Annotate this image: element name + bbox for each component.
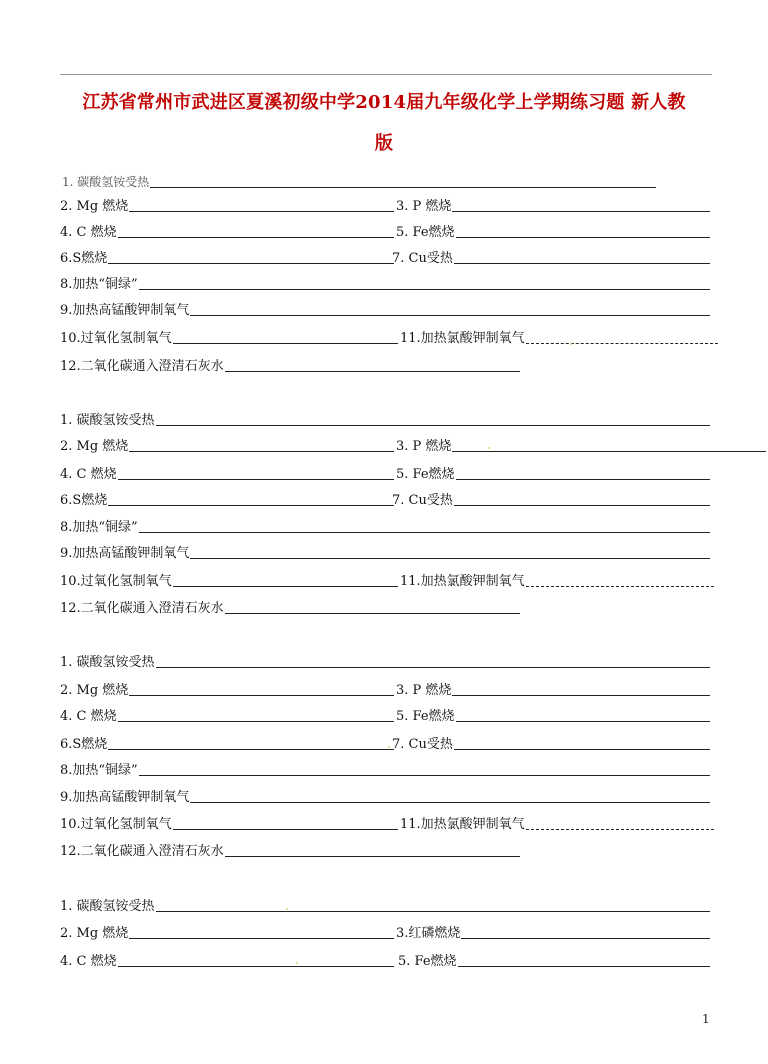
- exercise-row: [0, 172, 768, 192]
- header-rule: [60, 74, 712, 75]
- exercise-row: [0, 787, 768, 807]
- answer-blank[interactable]: [173, 816, 398, 830]
- question-label: 8.加热“铜绿”: [60, 277, 138, 292]
- question-label: 9.加热高锰酸钾制氧气: [60, 303, 190, 318]
- question-label: 6.S燃烧: [60, 737, 108, 752]
- answer-item: [400, 328, 718, 346]
- answer-blank[interactable]: [156, 898, 710, 912]
- answer-blank[interactable]: [452, 438, 766, 452]
- answer-blank[interactable]: [139, 276, 710, 290]
- exercise-row: [0, 356, 768, 376]
- answer-item: [396, 680, 710, 698]
- answer-item: [60, 222, 394, 240]
- question-label: 9.加热高锰酸钾制氧气: [60, 790, 190, 805]
- answer-blank[interactable]: [129, 925, 394, 939]
- exercise-row: [0, 896, 768, 916]
- exercise-row: [0, 706, 768, 726]
- answer-item: [60, 543, 710, 561]
- question-label: 5. Fe燃烧: [398, 954, 457, 969]
- question-label: 8.加热“铜绿”: [60, 763, 138, 778]
- answer-blank[interactable]: [173, 330, 398, 344]
- answer-item: [60, 787, 710, 805]
- answer-blank[interactable]: [129, 438, 394, 452]
- question-label: 12.二氧化碳通入澄清石灰水: [60, 601, 224, 616]
- exercise-row: [0, 734, 768, 754]
- answer-item: [60, 196, 394, 214]
- answer-blank[interactable]: [118, 708, 394, 722]
- scan-speck: [296, 962, 298, 964]
- answer-item: [60, 841, 520, 859]
- answer-item: [60, 356, 520, 374]
- exercise-row: [0, 222, 768, 242]
- scan-speck: [388, 746, 390, 748]
- document-title: 江苏省常州市武进区夏溪初级中学2014届九年级化学上学期练习题 新人教: [82, 92, 686, 113]
- answer-item: [396, 464, 710, 482]
- answer-blank[interactable]: [461, 925, 710, 939]
- question-label: 5. Fe燃烧: [396, 709, 455, 724]
- exercise-row: [0, 951, 768, 971]
- answer-item: [60, 464, 394, 482]
- document-title-continued: 版: [374, 133, 394, 154]
- answer-item: [60, 328, 398, 346]
- question-label: 3.红磷燃烧: [396, 926, 461, 941]
- answer-item: [60, 951, 394, 969]
- answer-item: [60, 300, 710, 318]
- answer-item: [60, 410, 710, 428]
- question-label: 3. P 燃烧: [396, 683, 452, 698]
- answer-blank[interactable]: [225, 600, 520, 614]
- question-label: 6.S燃烧: [60, 251, 108, 266]
- answer-item: [392, 490, 710, 508]
- exercise-row: [0, 923, 768, 943]
- question-label: 4. C 燃烧: [60, 709, 117, 724]
- answer-blank[interactable]: [108, 250, 394, 264]
- answer-item: [60, 652, 710, 670]
- question-label: 10.过氧化氢制氧气: [60, 574, 172, 589]
- answer-blank[interactable]: [190, 545, 710, 559]
- answer-blank[interactable]: [456, 466, 710, 480]
- answer-item: [60, 490, 394, 508]
- answer-blank[interactable]: [526, 573, 714, 587]
- answer-item: [392, 734, 710, 752]
- answer-blank[interactable]: [118, 466, 394, 480]
- exercise-row: [0, 598, 768, 618]
- answer-blank[interactable]: [108, 736, 394, 750]
- answer-blank[interactable]: [156, 412, 710, 426]
- answer-item: [392, 248, 710, 266]
- scan-speck: [488, 447, 490, 449]
- answer-item: [60, 680, 394, 698]
- answer-blank[interactable]: [139, 519, 710, 533]
- question-label: 3. P 燃烧: [396, 199, 452, 214]
- answer-blank[interactable]: [190, 789, 710, 803]
- exercise-row: [0, 814, 768, 834]
- answer-blank[interactable]: [150, 174, 656, 188]
- exercise-row: [0, 543, 768, 563]
- question-label: 12.二氧化碳通入澄清石灰水: [60, 844, 224, 859]
- question-label: 4. C 燃烧: [60, 225, 117, 240]
- answer-item: [396, 222, 710, 240]
- question-label: 9.加热高锰酸钾制氧气: [60, 546, 190, 561]
- question-label: 12.二氧化碳通入澄清石灰水: [60, 359, 224, 374]
- answer-item: [396, 196, 710, 214]
- question-label: 10.过氧化氢制氧气: [60, 331, 172, 346]
- exercise-row: [0, 517, 768, 537]
- question-label: 11.加热氯酸钾制氧气: [400, 574, 525, 589]
- question-label: 1. 碳酸氢铵受热: [60, 655, 155, 670]
- answer-item: [60, 248, 394, 266]
- question-label: 6.S燃烧: [60, 493, 108, 508]
- answer-blank[interactable]: [526, 330, 718, 344]
- answer-blank[interactable]: [452, 198, 710, 212]
- answer-item: [396, 923, 710, 941]
- question-label: 5. Fe燃烧: [396, 467, 455, 482]
- answer-blank[interactable]: [190, 302, 710, 316]
- question-label: 7. Cu受热: [392, 251, 453, 266]
- scan-speck: [570, 343, 572, 345]
- answer-blank[interactable]: [454, 250, 710, 264]
- answer-blank[interactable]: [139, 762, 710, 776]
- answer-blank[interactable]: [456, 224, 710, 238]
- exercise-row: [0, 464, 768, 484]
- question-label: 7. Cu受热: [392, 493, 453, 508]
- answer-blank[interactable]: [173, 573, 398, 587]
- answer-blank[interactable]: [108, 492, 394, 506]
- answer-blank[interactable]: [458, 953, 710, 967]
- answer-blank[interactable]: [129, 198, 394, 212]
- question-label: 11.加热氯酸钾制氧气: [400, 817, 525, 832]
- answer-blank[interactable]: [456, 708, 710, 722]
- exercise-row: [0, 490, 768, 510]
- exercise-row: [0, 248, 768, 268]
- question-label: 2. Mg 燃烧: [60, 439, 129, 454]
- answer-item: [60, 517, 710, 535]
- exercise-row: [0, 274, 768, 294]
- question-label: 1. 碳酸氢铵受热: [60, 413, 155, 428]
- answer-item: [60, 571, 398, 589]
- exercise-row: [0, 410, 768, 430]
- answer-item: [60, 896, 710, 914]
- answer-blank[interactable]: [225, 358, 520, 372]
- exercise-row: [0, 300, 768, 320]
- question-label: 3. P 燃烧: [396, 439, 452, 454]
- answer-item: [60, 923, 394, 941]
- exercise-row: [0, 680, 768, 700]
- answer-item: [400, 571, 714, 589]
- question-label: 11.加热氯酸钾制氧气: [400, 331, 525, 346]
- question-label: 10.过氧化氢制氧气: [60, 817, 172, 832]
- answer-item: [396, 706, 710, 724]
- question-label: 5. Fe燃烧: [396, 225, 455, 240]
- answer-item: [60, 274, 710, 292]
- answer-blank[interactable]: [225, 843, 520, 857]
- answer-blank[interactable]: [156, 654, 710, 668]
- question-label: 2. Mg 燃烧: [60, 199, 129, 214]
- answer-item: [60, 598, 520, 616]
- answer-blank[interactable]: [129, 682, 394, 696]
- answer-item: [62, 172, 656, 190]
- answer-blank[interactable]: [118, 953, 394, 967]
- answer-blank[interactable]: [454, 492, 710, 506]
- exercise-row: [0, 436, 768, 456]
- question-label: 2. Mg 燃烧: [60, 926, 129, 941]
- scan-speck: [286, 908, 288, 910]
- answer-item: [400, 814, 714, 832]
- question-label: 8.加热“铜绿”: [60, 520, 138, 535]
- answer-item: [60, 734, 394, 752]
- exercise-row: [0, 652, 768, 672]
- exercise-row: [0, 328, 768, 348]
- question-label: 7. Cu受热: [392, 737, 453, 752]
- question-label: 2. Mg 燃烧: [60, 683, 129, 698]
- question-label: 1. 碳酸氢铵受热: [60, 899, 155, 914]
- answer-item: [60, 760, 710, 778]
- exercise-row: [0, 841, 768, 861]
- exercise-row: [0, 760, 768, 780]
- page-number: 1: [702, 1012, 710, 1026]
- exercise-row: [0, 571, 768, 591]
- answer-item: [396, 436, 766, 454]
- answer-item: [60, 436, 394, 454]
- answer-blank[interactable]: [452, 682, 710, 696]
- answer-item: [60, 814, 398, 832]
- exercise-row: [0, 196, 768, 216]
- question-label: 1. 碳酸氢铵受热: [62, 175, 150, 189]
- answer-blank[interactable]: [526, 816, 714, 830]
- answer-item: [398, 951, 710, 969]
- question-label: 4. C 燃烧: [60, 467, 117, 482]
- answer-blank[interactable]: [118, 224, 394, 238]
- question-label: 4. C 燃烧: [60, 954, 117, 969]
- answer-item: [60, 706, 394, 724]
- answer-blank[interactable]: [454, 736, 710, 750]
